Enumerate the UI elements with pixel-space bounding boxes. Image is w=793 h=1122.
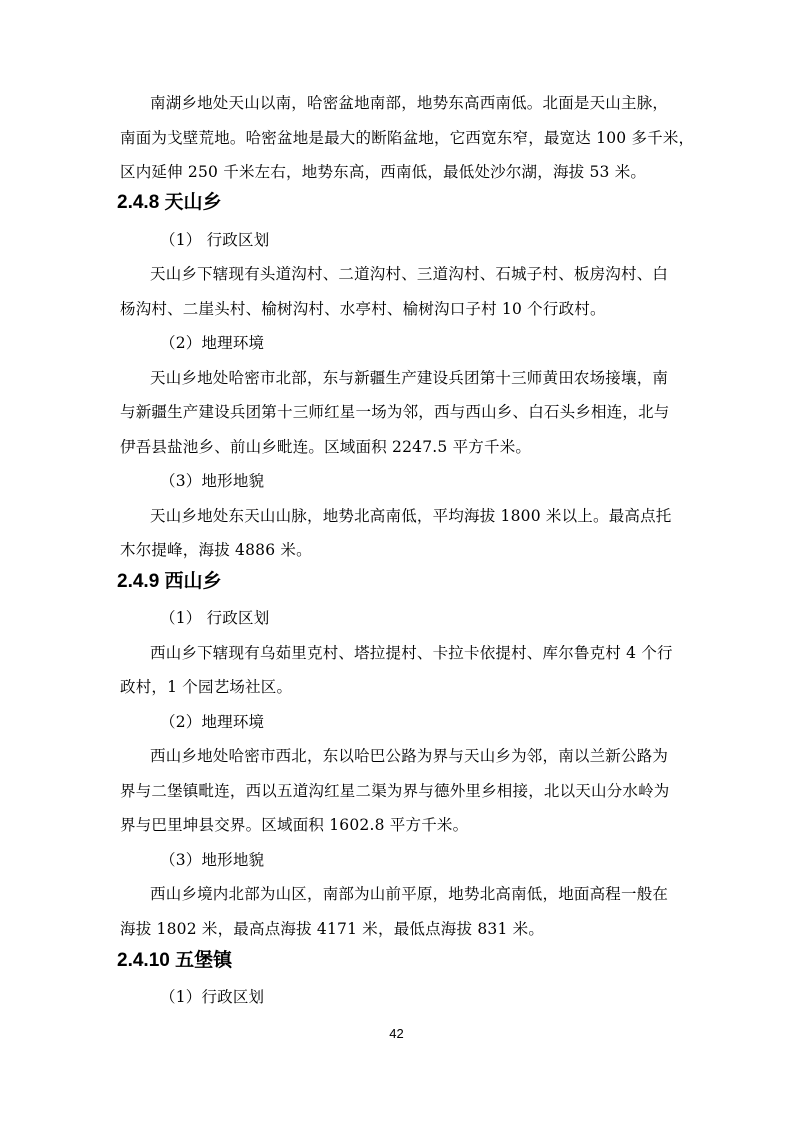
paragraph-line: 南面为戈壁荒地。哈密盆地是最大的断陷盆地，它西宽东窄，最宽达 100 多千米，: [120, 129, 695, 147]
subsection-title: （3）地形地貌: [160, 472, 265, 490]
paragraph-line: 天山乡地处东天山山脉，地势北高南低，平均海拔 1800 米以上。最高点托: [150, 507, 672, 525]
subsection-title: （2）地理环境: [160, 334, 265, 352]
subsection-title: （2）地理环境: [160, 713, 265, 731]
subsection-title: （1）行政区划: [160, 988, 265, 1006]
subsection-title: （1） 行政区划: [160, 609, 270, 627]
paragraph-line: 西山乡下辖现有乌茹里克村、塔拉提村、卡拉卡依提村、库尔鲁克村 4 个行: [150, 644, 673, 662]
paragraph-line: 木尔提峰，海拔 4886 米。: [120, 541, 312, 559]
paragraph-line: 西山乡地处哈密市西北，东以哈巴公路为界与天山乡为邻，南以兰新公路为: [150, 747, 669, 765]
paragraph-line: 区内延伸 250 千米左右，地势东高，西南低，最低处沙尔湖，海拔 53 米。: [120, 163, 647, 181]
paragraph-line: 伊吾县盐池乡、前山乡毗连。区域面积 2247.5 平方千米。: [120, 438, 532, 456]
section-heading-tianshan: 2.4.8 天山乡: [117, 192, 222, 213]
section-heading-xishan: 2.4.9 西山乡: [117, 571, 222, 592]
subsection-title: （1） 行政区划: [160, 231, 270, 249]
paragraph-line: 西山乡境内北部为山区，南部为山前平原，地势北高南低，地面高程一般在: [150, 885, 669, 903]
subsection-title: （3）地形地貌: [160, 851, 265, 869]
page-number: 42: [389, 1026, 404, 1041]
paragraph-line: 天山乡下辖现有头道沟村、二道沟村、三道沟村、石城子村、板房沟村、白: [150, 265, 669, 283]
paragraph-line: 海拔 1802 米，最高点海拔 4171 米，最低点海拔 831 米。: [120, 920, 545, 938]
paragraph-line: 杨沟村、二崖头村、榆树沟村、水亭村、榆树沟口子村 10 个行政村。: [120, 300, 606, 318]
paragraph-line: 界与巴里坤县交界。区域面积 1602.8 平方千米。: [120, 816, 469, 834]
paragraph-line: 与新疆生产建设兵团第十三师红星一场为邻，西与西山乡、白石头乡相连，北与: [120, 403, 670, 421]
paragraph-line: 界与二堡镇毗连，西以五道沟红星二渠为界与德外里乡相接，北以天山分水岭为: [120, 782, 670, 800]
paragraph-line: 南湖乡地处天山以南，哈密盆地南部，地势东高西南低。北面是天山主脉，: [150, 94, 669, 112]
paragraph-line: 政村，1 个园艺场社区。: [120, 678, 293, 696]
section-heading-wubao: 2.4.10 五堡镇: [117, 950, 233, 971]
paragraph-line: 天山乡地处哈密市北部，东与新疆生产建设兵团第十三师黄田农场接壤，南: [150, 369, 669, 387]
